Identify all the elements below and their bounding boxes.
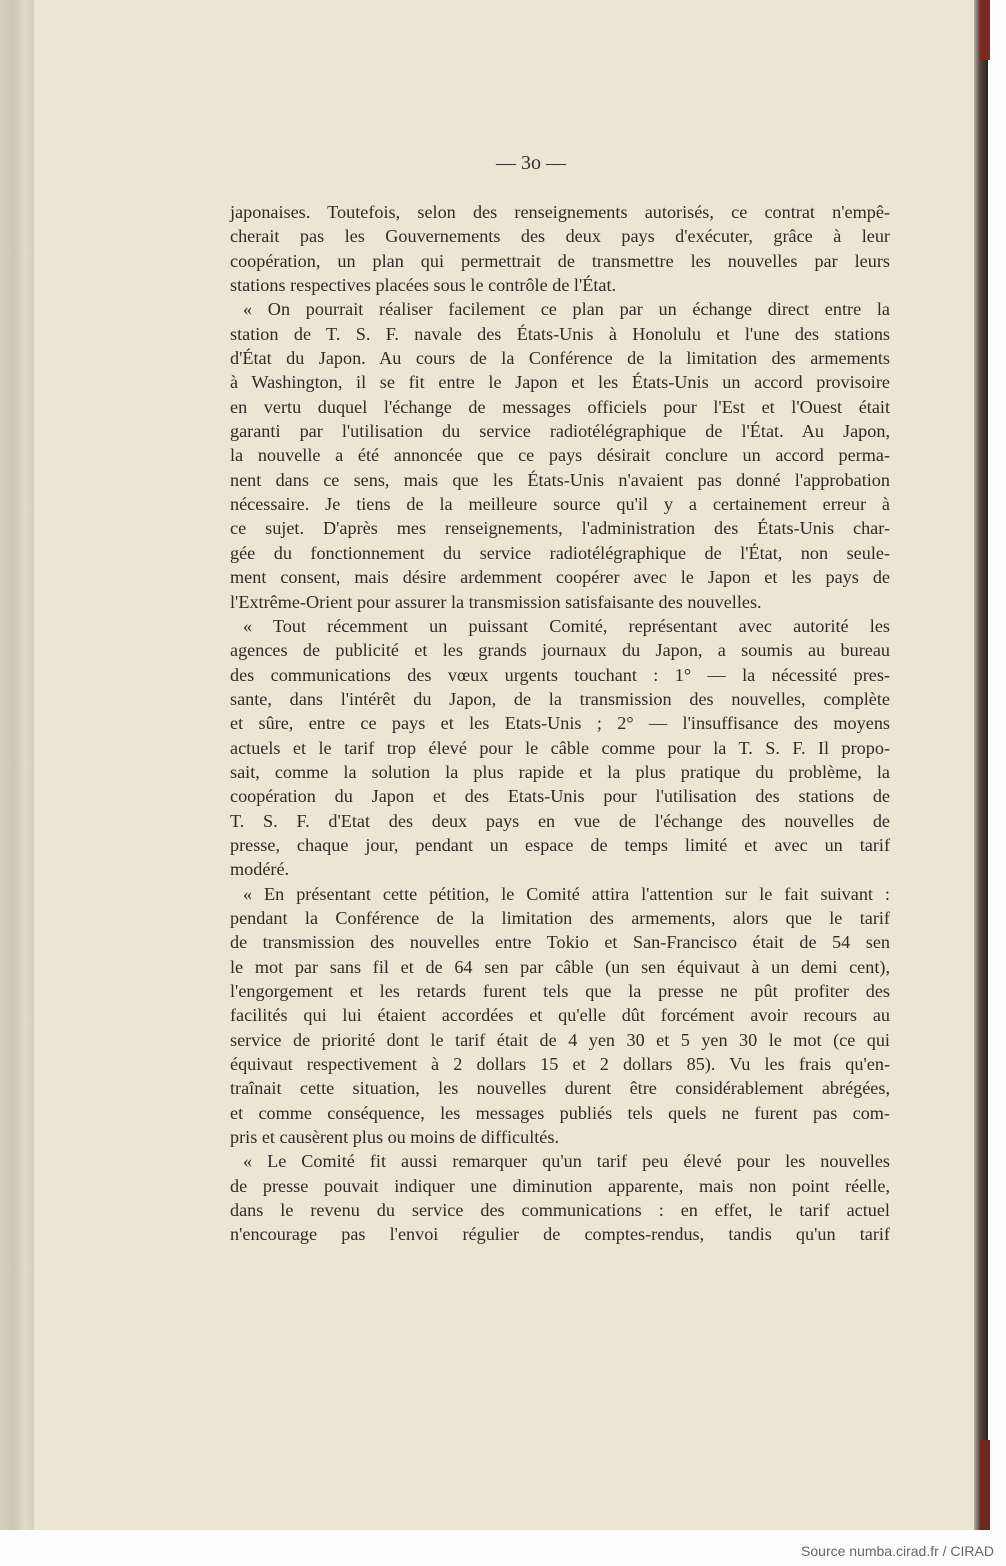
page-number: — 3o —: [496, 152, 566, 174]
text-line: n'encourage pas l'envoi régulier de comptes-rendus, tandis qu'un tarif: [230, 1224, 890, 1245]
text-line: presse, chaque jour, pendant un espace de temps limité et avec un tarif: [230, 834, 890, 855]
text-line: ment consent, mais désire ardemment coopérer avec le Japon et les pays de: [230, 567, 890, 588]
text-line: « On pourrait réaliser facilement ce plan par un échange direct entre la: [243, 299, 890, 320]
text-line: garanti par l'utilisation du service radiotélégraphique de l'État. Au Japon,: [230, 421, 890, 442]
text-line: pendant la Conférence de la limitation des armements, alors que le tarif: [230, 907, 890, 928]
book-binding-edge: [974, 0, 988, 1530]
text-line: coopération, un plan qui permettrait de transmettre les nouvelles par leurs: [230, 250, 890, 271]
text-line: « En présentant cette pétition, le Comité attira l'attention sur le fait suivant :: [243, 883, 890, 904]
text-line: traînait cette situation, les nouvelles durent être considérablement abrégées,: [230, 1078, 890, 1099]
text-line: nécessaire. Je tiens de la meilleure source qu'il y a certainement erreur à: [230, 494, 890, 515]
cover-edge-bottom: [980, 1440, 990, 1530]
body-text: [230, 200, 890, 1247]
text-line: et sûre, entre ce pays et les Etats-Unis ; 2° — l'insuffisance des moyens: [230, 713, 890, 734]
text-line: d'État du Japon. Au cours de la Conférence de la limitation des armements: [230, 348, 890, 369]
text-line: à Washington, il se fit entre le Japon et les États-Unis un accord provisoire: [230, 372, 890, 393]
text-line: de presse pouvait indiquer une diminution apparente, mais non point réelle,: [230, 1175, 890, 1196]
text-line: nent dans ce sens, mais que les États-Unis n'avaient pas donné l'approbation: [230, 469, 890, 490]
book-left-edge: [0, 0, 34, 1530]
text-line: de transmission des nouvelles entre Tokio et San-Francisco était de 54 sen: [230, 932, 890, 953]
text-line: modéré.: [230, 859, 290, 880]
text-line: facilités qui lui étaient accordées et qu'elle dût forcément avoir recours au: [230, 1005, 890, 1026]
text-line: dans le revenu du service des communications : en effet, le tarif actuel: [230, 1200, 890, 1221]
text-line: sait, comme la solution la plus rapide et la plus pratique du problème, la: [230, 761, 890, 782]
text-line: sante, dans l'intérêt du Japon, de la transmission des nouvelles, complète: [230, 688, 890, 709]
text-line: agences de publicité et les grands journaux du Japon, a soumis au bureau: [230, 640, 890, 661]
text-line: japonaises. Toutefois, selon des renseignements autorisés, ce contrat n'empê-: [230, 202, 890, 222]
text-line: coopération du Japon et des Etats-Unis pour l'utilisation des stations de: [230, 786, 890, 807]
text-line: pris et causèrent plus ou moins de difficultés.: [230, 1127, 559, 1148]
text-line: le mot par sans fil et de 64 sen par câble (un sen équivaut à un demi cent),: [230, 956, 890, 977]
text-line: T. S. F. d'Etat des deux pays en vue de l'échange des nouvelles de: [230, 810, 890, 831]
text-line: ce sujet. D'après mes renseignements, l'administration des États-Unis char-: [230, 518, 890, 539]
text-line: « Le Comité fit aussi remarquer qu'un tarif peu élevé pour les nouvelles: [243, 1151, 890, 1172]
text-line: service de priorité dont le tarif était de 4 yen 30 et 5 yen 30 le mot (ce qui: [230, 1029, 890, 1050]
text-line: station de T. S. F. navale des États-Unis à Honolulu et l'une des stations: [230, 323, 890, 344]
text-line: la nouvelle a été annoncée que ce pays désirait conclure un accord perma-: [230, 445, 890, 466]
text-line: et comme conséquence, les messages publiés tels quels ne furent pas com-: [230, 1102, 890, 1123]
cover-edge-top: [980, 0, 990, 60]
text-line: cherait pas les Gouvernements des deux pays d'exécuter, grâce à leur: [230, 226, 890, 247]
text-line: stations respectives placées sous le contrôle de l'État.: [230, 275, 617, 296]
text-line: des communications des vœux urgents touchant : 1° — la nécessité pres-: [230, 664, 890, 685]
text-line: « Tout récemment un puissant Comité, représentant avec autorité les: [243, 615, 890, 636]
source-credit: Source numba.cirad.fr / CIRAD: [801, 1543, 994, 1559]
text-line: l'Extrême-Orient pour assurer la transmission satisfaisante des nouvelles.: [230, 591, 762, 612]
text-line: équivaut respectivement à 2 dollars 15 et 2 dollars 85). Vu les frais qu'en-: [230, 1054, 890, 1075]
text-line: actuels et le tarif trop élevé pour le câble comme pour la T. S. F. Il propo-: [230, 737, 890, 758]
text-line: l'engorgement et les retards furent tels que la presse ne pût profiter des: [230, 981, 890, 1001]
text-line: en vertu duquel l'échange de messages officiels pour l'Est et l'Ouest était: [230, 396, 890, 417]
text-line: gée du fonctionnement du service radiotélégraphique de l'État, non seule-: [230, 542, 890, 563]
